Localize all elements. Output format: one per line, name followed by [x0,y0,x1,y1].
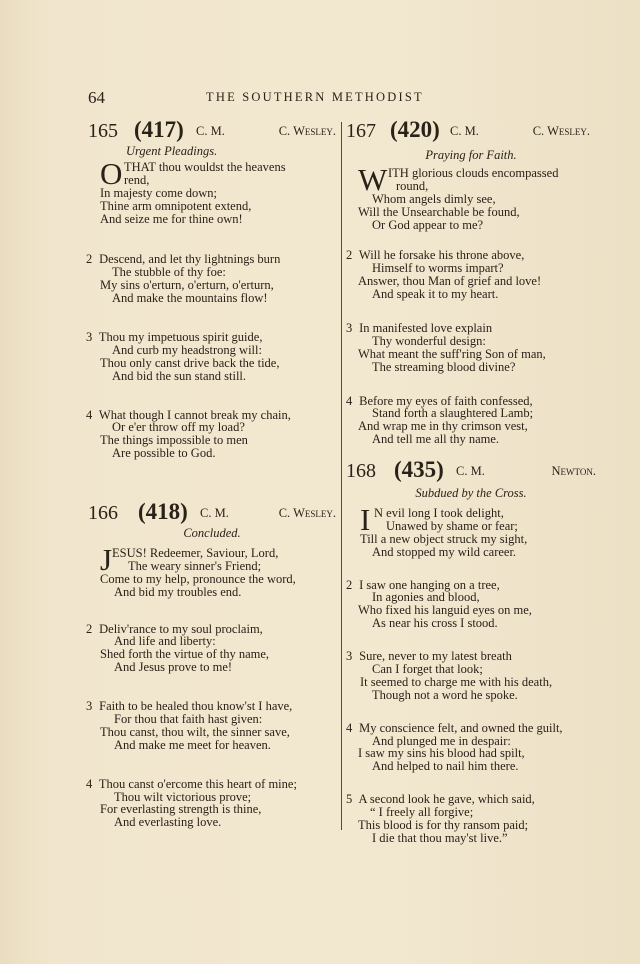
drop-cap: W [358,162,388,197]
verse-number: 3 [86,699,93,714]
verse-line: Who fixed his languid eyes on me, [358,603,532,618]
hymn-author: C. Wesley. [532,124,590,138]
verse-line: Are possible to God. [112,446,216,461]
hymn-meter: C. M. [200,506,229,520]
verse-3 [86,700,338,752]
hymn-number: 166 [88,502,118,524]
hymn-165 [86,118,338,460]
column-divider [341,122,342,830]
verse-line: What meant the suff'ring Son of man, [358,346,546,361]
verse-line: Will he forsake his throne above, [358,248,525,263]
verse-number: 2 [346,248,353,263]
verse-line: The things impossible to men [100,433,248,448]
hymn-alt-number: (418) [138,499,188,524]
verse-number: 4 [86,776,93,791]
verse-line: My conscience felt, and owned the guilt, [359,720,563,735]
hymn-alt-number: (417) [134,117,184,142]
page-header [0,88,640,108]
verse-line: And bid my troubles end. [114,584,242,599]
verse-line: Descend, and let thy lightnings burn [99,252,281,267]
verse-line: Till a new object struck my sight, [360,531,528,546]
verse-2 [346,579,596,631]
verse-line: Whom angels dimly see, [372,191,496,206]
hymn-heading [346,458,596,484]
verse-line: In agonies and blood, [372,590,480,605]
hymn-number: 168 [346,460,376,482]
verse-4 [346,395,596,447]
verse-line: Thou my impetuous spirit guide, [98,330,263,345]
verse-line: And life and liberty: [114,634,216,649]
verse-number: 4 [346,720,353,735]
verse-line: What though I cannot break my chain, [98,407,291,422]
verse-line: The streaming blood divine? [372,359,516,374]
verse-1 [346,162,596,232]
verse-4 [86,778,338,830]
verse-line: Faith to be healed thou know'st I have, [99,699,293,714]
verse-line: Thou canst, thou wilt, the sinner save, [100,724,290,739]
verse-line: round, [396,178,429,193]
verse-line: And curb my headstrong will: [112,342,262,357]
verse-line: The weary sinner's Friend; [128,558,262,573]
verse-line: And Jesus prove to me! [114,660,233,675]
verse-line: As near his cross I stood. [372,616,498,631]
verse-line: For everlasting strength is thine, [100,802,262,817]
hymn-author: Newton. [551,464,596,478]
hymn-166 [86,500,338,829]
hymn-alt-number: (420) [390,117,440,142]
verse-line: And plunged me in despair: [372,733,511,748]
verse-5 [346,793,596,845]
page-number: 64 [88,88,105,107]
verse-line: Thy wonderful design: [372,333,486,348]
verse-line: And speak it to my heart. [372,287,499,302]
verse-line: Or God appear to me? [372,217,484,232]
hymn-author: C. Wesley. [278,124,336,138]
verse-4 [86,409,338,461]
verse-number: 2 [86,252,93,267]
verse-line: Come to my help, pronounce the word, [100,571,296,586]
verse-number: 2 [346,577,353,592]
verse-line: rend, [124,172,150,187]
hymn-168 [346,458,596,845]
verse-line: Stand forth a slaughtered Lamb; [372,406,534,421]
hymn-meter: C. M. [196,124,225,138]
verse-3 [346,650,596,702]
verse-line: I die that thou may'st live.” [372,830,508,845]
drop-cap: I [360,502,371,537]
verse-number: 5 [346,792,353,807]
verse-4 [346,722,596,774]
verse-line: And seize me for thine own! [100,211,243,226]
verse-number: 3 [346,321,353,336]
running-title: THE SOUTHERN METHODIST [206,90,424,104]
verse-line: The stubble of thy foe: [112,265,226,280]
verse-2 [346,249,596,301]
verse-3 [346,322,596,374]
verse-line: Sure, never to my latest breath [359,649,512,664]
verse-line: And make me meet for heaven. [114,737,271,752]
drop-cap: J [100,542,113,577]
verse-line: Thou wilt victorious prove; [114,789,252,804]
verse-line: Before my eyes of faith confessed, [359,393,533,408]
verse-line: In manifested love explain [359,321,493,336]
verse-line: THAT thou wouldst the heavens [124,160,286,174]
verse-number: 3 [86,330,93,345]
verse-line: Thou canst o'ercome this heart of mine; [98,776,297,791]
verse-1 [86,542,338,599]
verse-line: Thine arm omnipotent extend, [100,198,252,213]
verse-line: And everlasting love. [114,815,222,830]
hymn-number: 165 [88,120,118,142]
verse-2 [86,623,338,675]
hymn-heading [86,118,338,144]
verse-line: Can I forget that look; [372,662,483,677]
verse-line: Shed forth the virtue of thy name, [100,647,270,662]
verse-line: It seemed to charge me with his death, [360,674,553,689]
hymn-title: Subdued by the Cross. [415,486,527,500]
hymn-title: Praying for Faith. [425,148,517,162]
verse-line: ESUS! Redeemer, Saviour, Lord, [112,546,279,560]
verse-number: 4 [346,393,353,408]
hymn-167 [346,118,596,446]
hymn-meter: C. M. [456,464,485,478]
verse-line: Deliv'rance to my soul proclaim, [99,621,263,636]
verse-number: 3 [346,649,353,664]
verse-number: 4 [86,407,93,422]
verse-line: And tell me all thy name. [372,432,500,447]
verse-line: Will the Unsearchable be found, [358,204,520,219]
verse-line: And bid the sun stand still. [112,368,247,383]
hymn-title: Urgent Pleadings. [126,144,218,158]
verse-line: And stopped my wild career. [372,544,517,559]
hymn-author: C. Wesley. [278,506,336,520]
verse-line: A second look he gave, which said, [358,792,535,807]
verse-line: And make the mountains flow! [112,291,268,306]
verse-3 [86,331,338,383]
verse-line: My sins o'erturn, o'erturn, o'erturn, [100,278,274,293]
verse-line: For thou that faith hast given: [114,712,263,727]
verse-line: Answer, thou Man of grief and love! [358,274,542,289]
verse-line: And helped to nail him there. [372,759,519,774]
verse-line: I saw one hanging on a tree, [359,577,500,592]
hymn-heading [86,500,338,526]
verse-line: And wrap me in thy crimson vest, [358,419,528,434]
verse-line: Unawed by shame or fear; [386,518,518,533]
verse-1 [346,502,596,559]
verse-line: N evil long I took delight, [374,506,504,520]
verse-2 [86,253,338,305]
hymn-number: 167 [346,120,376,142]
verse-line: This blood is for thy ransom paid; [358,818,529,833]
verse-line: “ I freely all forgive; [370,805,474,820]
verse-number: 2 [86,621,93,636]
verse-line: Or e'er throw off my load? [112,420,245,435]
verse-line: In majesty come down; [100,185,217,200]
hymn-heading [346,118,596,144]
hymn-alt-number: (435) [394,457,444,482]
verse-1 [86,156,338,226]
verse-line: ITH glorious clouds encompassed [388,166,559,180]
drop-cap: O [100,156,123,191]
hymn-meter: C. M. [450,124,479,138]
hymn-title: Concluded. [183,526,241,540]
verse-line: I saw my sins his blood had spilt, [358,746,525,761]
verse-line: Himself to worms impart? [372,261,504,276]
verse-line: Thou only canst drive back the tide, [100,355,280,370]
verse-line: Though not a word he spoke. [372,687,518,702]
